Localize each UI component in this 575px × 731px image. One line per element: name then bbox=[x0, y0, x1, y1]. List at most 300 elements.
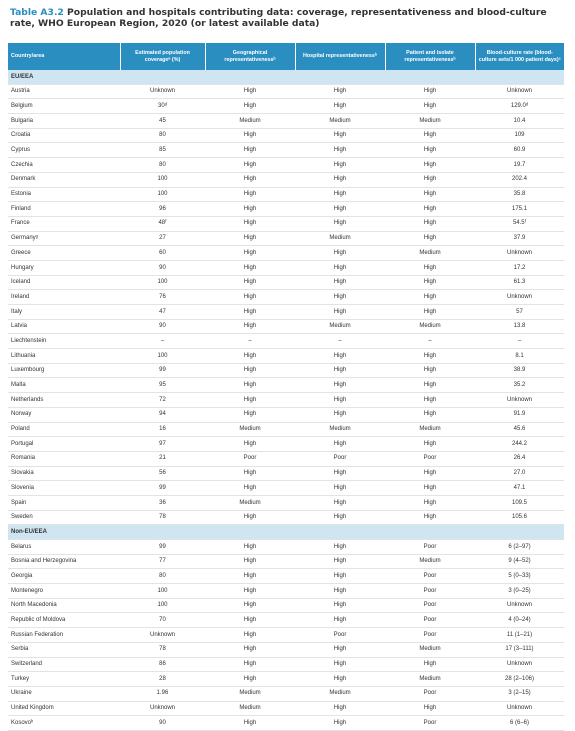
cell-blood-culture: Unknown bbox=[475, 598, 564, 613]
table-row bbox=[8, 260, 564, 275]
cell-blood-culture: Unknown bbox=[475, 701, 564, 716]
table-row bbox=[8, 363, 564, 378]
cell-coverage: 100 bbox=[120, 349, 205, 364]
cell-patient: Medium bbox=[385, 114, 475, 129]
cell-country: Denmark bbox=[8, 172, 120, 187]
cell-blood-culture: 17.2 bbox=[475, 260, 564, 275]
cell-hospital: High bbox=[295, 363, 385, 378]
cell-coverage: 76 bbox=[120, 290, 205, 305]
cell-patient: High bbox=[385, 202, 475, 217]
cell-geographical: High bbox=[205, 99, 295, 114]
table-row bbox=[8, 584, 564, 599]
table-row bbox=[8, 84, 564, 99]
table-row bbox=[8, 246, 564, 261]
cell-coverage: 77 bbox=[120, 554, 205, 569]
table-row bbox=[8, 275, 564, 290]
cell-blood-culture: 4 (0–24) bbox=[475, 613, 564, 628]
table-row bbox=[8, 349, 564, 364]
cell-country: Switzerland bbox=[8, 657, 120, 672]
cell-hospital: High bbox=[295, 143, 385, 158]
cell-blood-culture: 60.9 bbox=[475, 143, 564, 158]
table-row bbox=[8, 114, 564, 129]
table-row bbox=[8, 202, 564, 217]
table-body bbox=[8, 70, 564, 730]
cell-coverage: 80 bbox=[120, 569, 205, 584]
cell-blood-culture: 129.0ᵈ bbox=[475, 99, 564, 114]
cell-geographical: High bbox=[205, 510, 295, 525]
cell-patient: High bbox=[385, 407, 475, 422]
table-row bbox=[8, 613, 564, 628]
cell-country: Poland bbox=[8, 422, 120, 437]
cell-hospital: High bbox=[295, 407, 385, 422]
cell-hospital: High bbox=[295, 466, 385, 481]
cell-geographical: High bbox=[205, 628, 295, 643]
cell-hospital: – bbox=[295, 334, 385, 349]
table-row bbox=[8, 540, 564, 555]
cell-geographical: High bbox=[205, 275, 295, 290]
cell-geographical: High bbox=[205, 598, 295, 613]
cell-hospital: High bbox=[295, 349, 385, 364]
cell-hospital: High bbox=[295, 642, 385, 657]
cell-country: France bbox=[8, 216, 120, 231]
table-row bbox=[8, 290, 564, 305]
cell-coverage: 45 bbox=[120, 114, 205, 129]
cell-blood-culture: 35.8 bbox=[475, 187, 564, 202]
cell-patient: High bbox=[385, 495, 475, 510]
header-coverage: Estimated population coverageᵃ (%) bbox=[120, 43, 205, 70]
cell-geographical: High bbox=[205, 584, 295, 599]
cell-patient: Medium bbox=[385, 246, 475, 261]
cell-geographical: High bbox=[205, 437, 295, 452]
cell-patient: High bbox=[385, 657, 475, 672]
cell-blood-culture: 27.0 bbox=[475, 466, 564, 481]
cell-coverage: 100 bbox=[120, 584, 205, 599]
cell-hospital: Medium bbox=[295, 231, 385, 246]
cell-country: Georgia bbox=[8, 569, 120, 584]
cell-patient: High bbox=[385, 231, 475, 246]
cell-geographical: High bbox=[205, 407, 295, 422]
cell-patient: Poor bbox=[385, 451, 475, 466]
cell-hospital: High bbox=[295, 290, 385, 305]
cell-hospital: High bbox=[295, 598, 385, 613]
cell-blood-culture: 17 (3–111) bbox=[475, 642, 564, 657]
cell-blood-culture: 38.9 bbox=[475, 363, 564, 378]
cell-blood-culture: 6 (6–6) bbox=[475, 716, 564, 731]
cell-geographical: High bbox=[205, 231, 295, 246]
cell-patient: High bbox=[385, 216, 475, 231]
cell-patient: High bbox=[385, 481, 475, 496]
cell-patient: Medium bbox=[385, 672, 475, 687]
cell-country: Belarus bbox=[8, 540, 120, 555]
cell-country: Greece bbox=[8, 246, 120, 261]
cell-geographical: High bbox=[205, 613, 295, 628]
cell-hospital: High bbox=[295, 378, 385, 393]
cell-country: Sweden bbox=[8, 510, 120, 525]
cell-country: Lithuania bbox=[8, 349, 120, 364]
cell-geographical: High bbox=[205, 158, 295, 173]
cell-patient: High bbox=[385, 99, 475, 114]
section-label: EU/EEA bbox=[8, 70, 564, 84]
cell-hospital: High bbox=[295, 510, 385, 525]
cell-blood-culture: 8.1 bbox=[475, 349, 564, 364]
cell-country: Austria bbox=[8, 84, 120, 99]
table-row bbox=[8, 716, 564, 731]
cell-country: Czechia bbox=[8, 158, 120, 173]
cell-coverage: 60 bbox=[120, 246, 205, 261]
cell-patient: Poor bbox=[385, 686, 475, 701]
cell-blood-culture: 9 (4–52) bbox=[475, 554, 564, 569]
cell-blood-culture: 11 (1–21) bbox=[475, 628, 564, 643]
cell-geographical: High bbox=[205, 305, 295, 320]
cell-coverage: 80 bbox=[120, 128, 205, 143]
cell-country: United Kingdom bbox=[8, 701, 120, 716]
cell-country: Iceland bbox=[8, 275, 120, 290]
cell-geographical: High bbox=[205, 540, 295, 555]
cell-hospital: High bbox=[295, 613, 385, 628]
table-row bbox=[8, 554, 564, 569]
cell-blood-culture: 19.7 bbox=[475, 158, 564, 173]
cell-geographical: High bbox=[205, 672, 295, 687]
table-row bbox=[8, 172, 564, 187]
cell-geographical: High bbox=[205, 349, 295, 364]
cell-coverage: Unknown bbox=[120, 628, 205, 643]
cell-blood-culture: 175.1 bbox=[475, 202, 564, 217]
cell-geographical: High bbox=[205, 84, 295, 99]
cell-blood-culture: 109.5 bbox=[475, 495, 564, 510]
table-row bbox=[8, 451, 564, 466]
cell-blood-culture: 57 bbox=[475, 305, 564, 320]
table-caption: Population and hospitals contributing data: coverage, representativeness and blood-culture rate, WHO European Region, 2020 (or latest available data) bbox=[10, 7, 547, 29]
cell-country: Republic of Moldova bbox=[8, 613, 120, 628]
cell-hospital: High bbox=[295, 554, 385, 569]
cell-geographical: Medium bbox=[205, 686, 295, 701]
cell-hospital: High bbox=[295, 260, 385, 275]
cell-coverage: 47 bbox=[120, 305, 205, 320]
cell-blood-culture: 61.3 bbox=[475, 275, 564, 290]
cell-coverage: 97 bbox=[120, 437, 205, 452]
cell-hospital: Medium bbox=[295, 319, 385, 334]
cell-patient: High bbox=[385, 260, 475, 275]
cell-coverage: 100 bbox=[120, 598, 205, 613]
cell-country: Slovenia bbox=[8, 481, 120, 496]
cell-geographical: High bbox=[205, 378, 295, 393]
cell-patient: High bbox=[385, 187, 475, 202]
cell-coverage: 70 bbox=[120, 613, 205, 628]
cell-blood-culture: 91.9 bbox=[475, 407, 564, 422]
cell-coverage: 90 bbox=[120, 260, 205, 275]
table-row bbox=[8, 378, 564, 393]
cell-patient: High bbox=[385, 466, 475, 481]
cell-coverage: 72 bbox=[120, 393, 205, 408]
table-row bbox=[8, 481, 564, 496]
cell-patient: High bbox=[385, 378, 475, 393]
cell-coverage: 27 bbox=[120, 231, 205, 246]
cell-blood-culture: 26.4 bbox=[475, 451, 564, 466]
cell-patient: High bbox=[385, 510, 475, 525]
cell-coverage: 95 bbox=[120, 378, 205, 393]
cell-country: Russian Federation bbox=[8, 628, 120, 643]
cell-geographical: High bbox=[205, 202, 295, 217]
cell-patient: Poor bbox=[385, 584, 475, 599]
cell-coverage: 78 bbox=[120, 642, 205, 657]
cell-country: Liechtenstein bbox=[8, 334, 120, 349]
table-row bbox=[8, 466, 564, 481]
cell-coverage: 30ᵈ bbox=[120, 99, 205, 114]
cell-blood-culture: 6 (2–97) bbox=[475, 540, 564, 555]
table-row bbox=[8, 672, 564, 687]
cell-coverage: 94 bbox=[120, 407, 205, 422]
cell-geographical: High bbox=[205, 716, 295, 731]
cell-country: Spain bbox=[8, 495, 120, 510]
table-row bbox=[8, 701, 564, 716]
cell-hospital: Medium bbox=[295, 114, 385, 129]
cell-coverage: 78 bbox=[120, 510, 205, 525]
cell-hospital: Medium bbox=[295, 422, 385, 437]
cell-patient: Medium bbox=[385, 642, 475, 657]
cell-patient: Medium bbox=[385, 319, 475, 334]
cell-patient: High bbox=[385, 393, 475, 408]
cell-patient: High bbox=[385, 290, 475, 305]
cell-coverage: 86 bbox=[120, 657, 205, 672]
cell-country: Hungary bbox=[8, 260, 120, 275]
section-row bbox=[8, 70, 564, 84]
cell-coverage: 99 bbox=[120, 540, 205, 555]
cell-country: Luxembourg bbox=[8, 363, 120, 378]
cell-country: Netherlands bbox=[8, 393, 120, 408]
cell-geographical: High bbox=[205, 569, 295, 584]
cell-blood-culture: Unknown bbox=[475, 290, 564, 305]
cell-blood-culture: 5 (0–33) bbox=[475, 569, 564, 584]
cell-blood-culture: Unknown bbox=[475, 657, 564, 672]
cell-geographical: High bbox=[205, 260, 295, 275]
cell-patient: Poor bbox=[385, 628, 475, 643]
cell-blood-culture: 47.1 bbox=[475, 481, 564, 496]
cell-country: Malta bbox=[8, 378, 120, 393]
table-row bbox=[8, 422, 564, 437]
table-row bbox=[8, 437, 564, 452]
cell-country: Ireland bbox=[8, 290, 120, 305]
cell-geographical: High bbox=[205, 466, 295, 481]
cell-country: Belgium bbox=[8, 99, 120, 114]
cell-patient: High bbox=[385, 437, 475, 452]
table-row bbox=[8, 99, 564, 114]
cell-country: Montenegro bbox=[8, 584, 120, 599]
cell-country: Slovakia bbox=[8, 466, 120, 481]
cell-coverage: 100 bbox=[120, 275, 205, 290]
cell-hospital: Medium bbox=[295, 686, 385, 701]
header-geographical: Geographical representativenessᵇ bbox=[205, 43, 295, 70]
table-row bbox=[8, 495, 564, 510]
cell-country: Turkey bbox=[8, 672, 120, 687]
cell-geographical: High bbox=[205, 554, 295, 569]
table-row bbox=[8, 510, 564, 525]
cell-patient: Poor bbox=[385, 613, 475, 628]
cell-hospital: High bbox=[295, 495, 385, 510]
cell-coverage: 28 bbox=[120, 672, 205, 687]
cell-hospital: High bbox=[295, 701, 385, 716]
table-row bbox=[8, 642, 564, 657]
cell-hospital: High bbox=[295, 128, 385, 143]
cell-coverage: 100 bbox=[120, 187, 205, 202]
cell-hospital: High bbox=[295, 172, 385, 187]
cell-patient: Poor bbox=[385, 540, 475, 555]
section-row bbox=[8, 525, 564, 540]
cell-blood-culture: 244.2 bbox=[475, 437, 564, 452]
cell-hospital: High bbox=[295, 393, 385, 408]
cell-country: Estonia bbox=[8, 187, 120, 202]
cell-patient: High bbox=[385, 701, 475, 716]
cell-geographical: – bbox=[205, 334, 295, 349]
cell-coverage: 96 bbox=[120, 202, 205, 217]
cell-blood-culture: 54.5ᶠ bbox=[475, 216, 564, 231]
table-row bbox=[8, 569, 564, 584]
cell-blood-culture: 45.6 bbox=[475, 422, 564, 437]
cell-hospital: High bbox=[295, 305, 385, 320]
cell-patient: Medium bbox=[385, 422, 475, 437]
cell-blood-culture: Unknown bbox=[475, 246, 564, 261]
cell-coverage: 85 bbox=[120, 143, 205, 158]
cell-blood-culture: 35.2 bbox=[475, 378, 564, 393]
cell-coverage: 56 bbox=[120, 466, 205, 481]
table-row bbox=[8, 128, 564, 143]
cell-blood-culture: 3 (0–25) bbox=[475, 584, 564, 599]
cell-hospital: High bbox=[295, 437, 385, 452]
cell-blood-culture: 105.6 bbox=[475, 510, 564, 525]
cell-coverage: Unknown bbox=[120, 84, 205, 99]
cell-coverage: 90 bbox=[120, 716, 205, 731]
cell-coverage: – bbox=[120, 334, 205, 349]
cell-geographical: High bbox=[205, 187, 295, 202]
cell-blood-culture: 3 (2–15) bbox=[475, 686, 564, 701]
cell-geographical: High bbox=[205, 172, 295, 187]
table-row bbox=[8, 231, 564, 246]
table-row bbox=[8, 334, 564, 349]
data-table bbox=[8, 43, 564, 731]
cell-coverage: 16 bbox=[120, 422, 205, 437]
cell-country: Kosovoʰ bbox=[8, 716, 120, 731]
table-row bbox=[8, 319, 564, 334]
cell-geographical: High bbox=[205, 216, 295, 231]
cell-blood-culture: 13.8 bbox=[475, 319, 564, 334]
header-blood-culture: Blood-culture rate (blood-culture sets/1 000 patient days)ᶜ bbox=[475, 43, 564, 70]
cell-hospital: High bbox=[295, 569, 385, 584]
table-row bbox=[8, 407, 564, 422]
cell-geographical: Poor bbox=[205, 451, 295, 466]
cell-hospital: High bbox=[295, 275, 385, 290]
header-hospital: Hospital representativenessᵇ bbox=[295, 43, 385, 70]
table-row bbox=[8, 628, 564, 643]
cell-patient: High bbox=[385, 275, 475, 290]
cell-coverage: 36 bbox=[120, 495, 205, 510]
cell-country: Finland bbox=[8, 202, 120, 217]
cell-blood-culture: 202.4 bbox=[475, 172, 564, 187]
cell-hospital: High bbox=[295, 657, 385, 672]
cell-patient: Poor bbox=[385, 598, 475, 613]
cell-hospital: Poor bbox=[295, 628, 385, 643]
cell-geographical: Medium bbox=[205, 114, 295, 129]
header-patient: Patient and isolate representativenessᵇ bbox=[385, 43, 475, 70]
cell-coverage: 99 bbox=[120, 481, 205, 496]
cell-hospital: High bbox=[295, 202, 385, 217]
cell-hospital: Poor bbox=[295, 451, 385, 466]
cell-patient: High bbox=[385, 84, 475, 99]
cell-country: Italy bbox=[8, 305, 120, 320]
cell-hospital: High bbox=[295, 716, 385, 731]
cell-geographical: High bbox=[205, 393, 295, 408]
cell-geographical: High bbox=[205, 246, 295, 261]
table-row bbox=[8, 393, 564, 408]
cell-hospital: High bbox=[295, 99, 385, 114]
cell-geographical: Medium bbox=[205, 422, 295, 437]
cell-hospital: High bbox=[295, 84, 385, 99]
cell-coverage: 80 bbox=[120, 158, 205, 173]
cell-country: Romania bbox=[8, 451, 120, 466]
cell-blood-culture: 28 (2–106) bbox=[475, 672, 564, 687]
table-row bbox=[8, 216, 564, 231]
table-row bbox=[8, 598, 564, 613]
cell-blood-culture: Unknown bbox=[475, 84, 564, 99]
cell-patient: High bbox=[385, 128, 475, 143]
cell-coverage: 1.96 bbox=[120, 686, 205, 701]
cell-hospital: High bbox=[295, 158, 385, 173]
cell-country: Bosnia and Herzegovina bbox=[8, 554, 120, 569]
cell-country: Portugal bbox=[8, 437, 120, 452]
cell-hospital: High bbox=[295, 481, 385, 496]
cell-blood-culture: 109 bbox=[475, 128, 564, 143]
cell-coverage: 100 bbox=[120, 172, 205, 187]
cell-hospital: High bbox=[295, 672, 385, 687]
cell-country: Norway bbox=[8, 407, 120, 422]
table-title bbox=[10, 7, 565, 29]
header-country: Country/area bbox=[8, 43, 120, 70]
table-row bbox=[8, 657, 564, 672]
cell-coverage: 48ᶠ bbox=[120, 216, 205, 231]
cell-country: Ukraine bbox=[8, 686, 120, 701]
cell-hospital: High bbox=[295, 584, 385, 599]
header-row bbox=[8, 43, 564, 70]
cell-patient: Medium bbox=[385, 554, 475, 569]
table-number: Table A3.2 bbox=[10, 7, 64, 18]
cell-country: Bulgaria bbox=[8, 114, 120, 129]
cell-geographical: High bbox=[205, 128, 295, 143]
cell-country: Germanyᵍ bbox=[8, 231, 120, 246]
cell-patient: High bbox=[385, 158, 475, 173]
cell-geographical: Medium bbox=[205, 701, 295, 716]
cell-geographical: High bbox=[205, 657, 295, 672]
table-row bbox=[8, 143, 564, 158]
cell-blood-culture: 10.4 bbox=[475, 114, 564, 129]
cell-country: Serbia bbox=[8, 642, 120, 657]
table-row bbox=[8, 305, 564, 320]
cell-geographical: High bbox=[205, 363, 295, 378]
cell-geographical: High bbox=[205, 143, 295, 158]
cell-patient: Poor bbox=[385, 569, 475, 584]
cell-patient: – bbox=[385, 334, 475, 349]
cell-country: North Macedonia bbox=[8, 598, 120, 613]
cell-country: Croatia bbox=[8, 128, 120, 143]
cell-geographical: High bbox=[205, 290, 295, 305]
cell-country: Latvia bbox=[8, 319, 120, 334]
cell-patient: High bbox=[385, 143, 475, 158]
cell-hospital: High bbox=[295, 540, 385, 555]
cell-blood-culture: Unknown bbox=[475, 393, 564, 408]
cell-coverage: Unknown bbox=[120, 701, 205, 716]
cell-hospital: High bbox=[295, 216, 385, 231]
cell-geographical: High bbox=[205, 319, 295, 334]
cell-patient: High bbox=[385, 363, 475, 378]
table-row bbox=[8, 158, 564, 173]
cell-hospital: High bbox=[295, 187, 385, 202]
